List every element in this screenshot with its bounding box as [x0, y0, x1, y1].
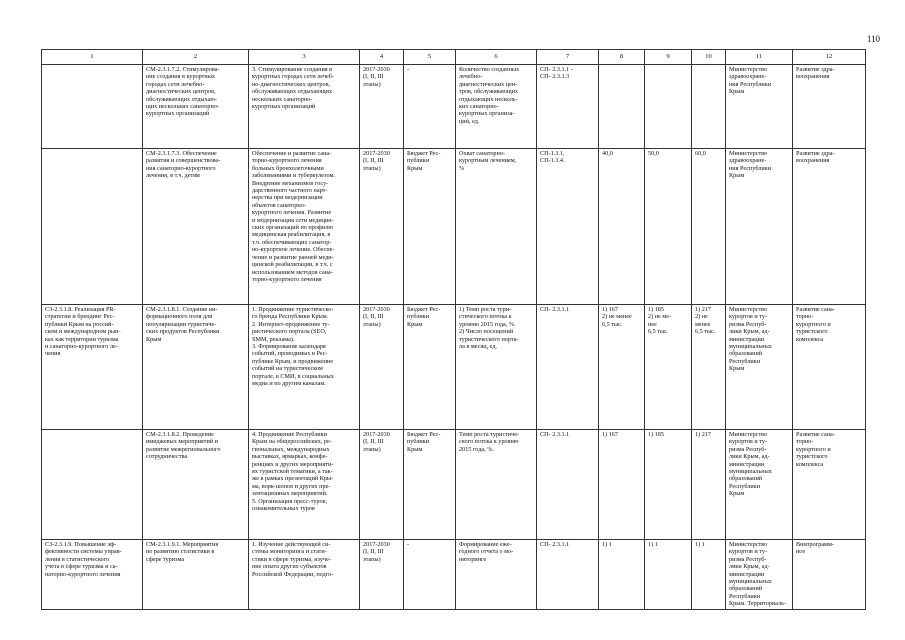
program-cell: [793, 430, 866, 540]
cell-text: -: [407, 541, 410, 548]
funding-cell: [404, 305, 456, 430]
activity-cell: [249, 540, 360, 610]
cell-text: Развитие здра- воохранения: [796, 150, 835, 165]
cell-text: Министерство здравоохране- ния Республики Крым: [729, 66, 772, 96]
cell-text: 2017-2030 (I, II, III этапы): [363, 431, 390, 453]
cell-text: 1) 1: [648, 541, 658, 548]
column-number: 10: [692, 50, 726, 65]
value-cell: [692, 65, 726, 149]
cell-text: СМ-2.3.1.8.1. Создание ин- формационного поля для популяризации туристиче- ских продуктов Республики Крым: [146, 306, 220, 343]
column-number: 6: [456, 50, 537, 65]
table-row: [42, 540, 866, 610]
executor-cell: [726, 540, 793, 610]
value-cell: [599, 305, 645, 430]
link-cell: [537, 540, 599, 610]
period-cell: [360, 540, 404, 610]
column-number: 8: [599, 50, 645, 65]
cell-text: 1) 1: [695, 541, 705, 548]
period-cell: [360, 65, 404, 149]
cell-text: 1. Продвижение туристическо- го бренда Республики Крым. 2. Интернет-продвижение ту- ристического портала (SEO, SMM, реклама). 3. Формирование календаря событий, проводимых в Рес- публике Крым, и продвижение событий на туристическом портале, в СМИ, в социальных медиа и по другим каналам.: [252, 306, 334, 388]
cell-text: Министерство здравоохране- ния Республики Крым: [729, 150, 772, 180]
indicator-cell: [456, 540, 537, 610]
cell-text: 2017-2030 (I, II, III этапы): [363, 541, 390, 563]
task-cell: [42, 149, 143, 305]
period-cell: [360, 149, 404, 305]
cell-text: Развитие сана- торно- курортного и туристского комплекса: [796, 431, 835, 468]
value-cell: [692, 149, 726, 305]
executor-cell: [726, 65, 793, 149]
table-row: [42, 149, 866, 305]
value-cell: [645, 305, 692, 430]
cell-text: 2017-2030 (I, II, III этапы): [363, 150, 390, 172]
program-cell: [793, 305, 866, 430]
funding-cell: [404, 149, 456, 305]
column-number: 5: [404, 50, 456, 65]
cell-text: 2017-2030 (I, II, III этапы): [363, 66, 390, 88]
value-cell: [692, 305, 726, 430]
cell-text: 1) 217: [695, 431, 711, 438]
period-cell: [360, 430, 404, 540]
column-number: 1: [42, 50, 143, 65]
table-row: [42, 430, 866, 540]
column-number: 9: [645, 50, 692, 65]
column-number: 4: [360, 50, 404, 65]
cell-text: СМ-2.3.1.8.2. Проведение имиджевых мероприятий и развитие межрегионального сотрудничества: [146, 431, 221, 461]
cell-text: 1. Изучение действующей си- стемы мониторинга и стати- стики в сфере туризма, изуче- ние опыта других субъектов Российской Федерации, подго-: [252, 541, 334, 578]
executor-cell: [726, 305, 793, 430]
cell-text: 1) Темп роста тури- стического потока к уровню 2015 года, %. 2) Число посещений туристического порта- ла в месяц, ед.: [459, 306, 519, 351]
column-number: 12: [793, 50, 866, 65]
value-cell: [645, 149, 692, 305]
value-cell: [645, 540, 692, 610]
cell-text: 1) 185: [648, 431, 664, 438]
cell-text: СП- 2.3.1.1: [540, 541, 570, 548]
activity-cell: [249, 65, 360, 149]
task-cell: [42, 540, 143, 610]
link-cell: [537, 305, 599, 430]
funding-cell: [404, 65, 456, 149]
program-cell: [793, 65, 866, 149]
cell-text: 3. Стимулирование создания в курортных городах сети лечеб- но-диагностических центров, обслуживающих отдыхающих нескольких санаторно- курортных организаций: [252, 66, 334, 111]
period-cell: [360, 305, 404, 430]
cell-text: Количество созданных лечебно- диагностических цен- тров, обслуживающих отдыхающих несколь- ких санаторно- курортных организа- ций, ед.: [459, 66, 520, 125]
program-measures-table: [41, 49, 866, 610]
cell-text: Бюджет Рес- публики Крым: [407, 150, 441, 172]
cell-text: Министерство курортов и ту- ризма Респуб- лики Крым, ад- министрации муниципальных образований Республики Крым. Территориаль-: [729, 541, 787, 608]
cell-text: 2017-2030 (I, II, III этапы): [363, 306, 390, 328]
cell-text: 1) 1: [602, 541, 612, 548]
task-cell: [42, 305, 143, 430]
measure-cell: [143, 430, 249, 540]
value-cell: [692, 540, 726, 610]
cell-text: Формирование еже- годного отчета о мо- ниторинге: [459, 541, 514, 563]
cell-text: Министерство курортов и ту- ризма Респуб- лики Крым, ад- министрации муниципальных образований Республики Крым: [729, 306, 772, 373]
cell-text: 1) 217 2) не менее 6,5 тыс.: [695, 306, 716, 336]
indicator-cell: [456, 65, 537, 149]
value-cell: [599, 430, 645, 540]
indicator-cell: [456, 430, 537, 540]
task-cell: [42, 65, 143, 149]
cell-text: Развитие здра- воохранения: [796, 66, 835, 81]
cell-text: СЗ-2.3.1.8. Реализация PR- стратегии и брендинг Рес- публики Крым на россий- ском и международном рын- ках как территории туризма и санаторно-курортного ле- чения: [45, 306, 121, 358]
column-number: 11: [726, 50, 793, 65]
cell-text: Развитие сана- торно- курортного и туристского комплекса: [796, 306, 835, 343]
value-cell: [645, 430, 692, 540]
cell-text: СЗ-2.3.1.9. Повышение эф- фективности системы управ- ления в статистического учета в сфере туризма и са- наторно-курортного лечения: [45, 541, 122, 578]
measure-cell: [143, 305, 249, 430]
value-cell: [645, 65, 692, 149]
cell-text: СП- 2.3.1.1 - СП- 2.3.1.3: [540, 66, 573, 81]
cell-text: 4. Продвижение Республики Крым на общероссийских, ре- гиональных, международных выставках, ярмарках, конфе- ренциях и других мероприяти- ях туристской тематики, а так- же в рамках презентаций Кры- ма, ворк-шопов и других пре- зентационных мероприятий. 5. Организация пресс-туров, ознакомительных туров: [252, 431, 334, 513]
cell-text: СП- 2.3.1.1: [540, 306, 570, 313]
cell-text: СМ-2.3.1.7.3. Обеспечение развития и совершенствова- ния санаторно-курортного лечения, в т.ч. детям: [146, 150, 221, 180]
link-cell: [537, 430, 599, 540]
cell-text: 60,0: [695, 150, 706, 157]
value-cell: [599, 540, 645, 610]
cell-text: СП- 2.3.1.1: [540, 431, 570, 438]
value-cell: [599, 149, 645, 305]
executor-cell: [726, 430, 793, 540]
value-cell: [599, 65, 645, 149]
cell-text: Охват санаторно- курортным лечением, %: [459, 150, 517, 172]
cell-text: Министерство курортов и ту- ризма Респуб- лики Крым, ад- министрации муниципальных образований Республики Крым: [729, 431, 772, 498]
cell-text: 40,0: [602, 150, 613, 157]
program-cell: [793, 540, 866, 610]
funding-cell: [404, 540, 456, 610]
cell-text: 1) 167 2) не менее 6,5 тыс.: [602, 306, 632, 328]
cell-text: Внепрограмм- ное: [796, 541, 834, 556]
cell-text: Бюджет Рес- публики Крым: [407, 306, 441, 328]
cell-text: СМ-2.3.1.9.1. Мероприятия по развитию статистики в сфере туризма: [146, 541, 219, 563]
column-number: 2: [143, 50, 249, 65]
measure-cell: [143, 540, 249, 610]
page-number: 110: [866, 34, 880, 44]
indicator-cell: [456, 305, 537, 430]
column-number-row: [42, 50, 866, 65]
executor-cell: [726, 149, 793, 305]
measure-cell: [143, 149, 249, 305]
cell-text: Темп роста туристиче- ского потока к уровню 2015 года, %.: [459, 431, 520, 453]
value-cell: [692, 430, 726, 540]
activity-cell: [249, 305, 360, 430]
indicator-cell: [456, 149, 537, 305]
table-row: [42, 65, 866, 149]
program-cell: [793, 149, 866, 305]
cell-text: 1) 185 2) не ме- нее 6,5 тыс.: [648, 306, 672, 336]
table-row: [42, 305, 866, 430]
cell-text: 1) 167: [602, 431, 618, 438]
column-number: 3: [249, 50, 360, 65]
activity-cell: [249, 149, 360, 305]
task-cell: [42, 430, 143, 540]
cell-text: СП-1.3.1, СП-1.3.4.: [540, 150, 565, 165]
funding-cell: [404, 430, 456, 540]
activity-cell: [249, 430, 360, 540]
link-cell: [537, 65, 599, 149]
link-cell: [537, 149, 599, 305]
measure-cell: [143, 65, 249, 149]
cell-text: 50,0: [648, 150, 659, 157]
cell-text: -: [407, 66, 410, 73]
column-number: 7: [537, 50, 599, 65]
cell-text: Бюджет Рес- публики Крым: [407, 431, 441, 453]
cell-text: Обеспечение и развитие сана- торно-курортного лечения больных бронхолегочными заболеваниями и туберкулезом. Внедрение механизмов госу- дарственного частного парт- нерства при модернизации объектов санаторно- курортного лечения. Развитие и модернизация сети медицин- ских организаций по профилю медицинская реабилитация, в т.ч. обеспечивающих санатор- но-курортное лечение. Обеспе- чение и развитие ранней меди- цинской реабилитации, в т.ч. с использованием методов сана- торно-курортного лечения: [252, 150, 335, 283]
cell-text: СМ-2.3.1.7.2. Стимулирова- ние создания в курортных городах сети лечебно- диагностических центров, обслуживающих отдыхаю- щих нескольких санаторно- курортных организаций: [146, 66, 220, 118]
